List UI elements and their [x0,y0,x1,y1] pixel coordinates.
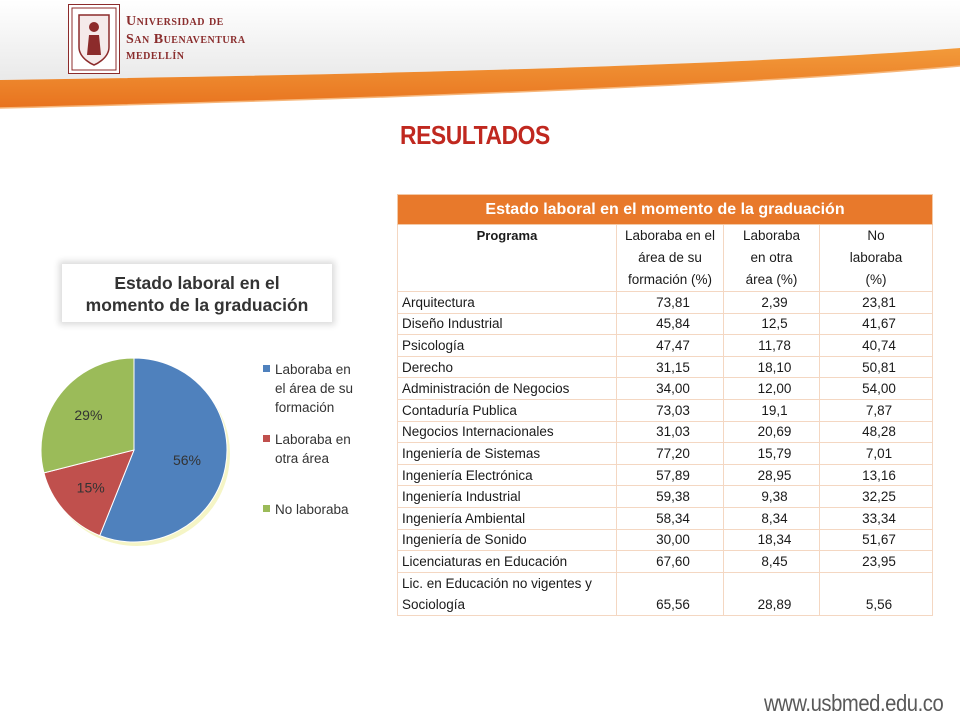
chart-title-box [62,264,332,322]
table-cell-value: 41,67 [820,313,933,335]
university-crest-logo [68,4,120,74]
table-cell-value: 28,95 [724,464,820,486]
table-row [398,529,933,551]
table-cell-programa: Psicología [398,335,617,357]
table-cell-value: 20,69 [724,421,820,443]
table-cell-programa: Derecho [398,356,617,378]
header-line: en otra [750,250,793,265]
header-line: (%) [865,272,887,287]
table-cell-value: 73,81 [617,292,724,314]
table-cell-value: 48,28 [820,421,933,443]
table-cell-value: 28,89 [724,572,820,615]
table-cell-programa: Ingeniería de Sonido [398,529,617,551]
table-row [398,486,933,508]
footer-url: www.usbmed.edu.co [764,690,944,716]
pie-slice-label: 29% [74,407,103,423]
table-cell-value: 65,56 [617,572,724,615]
legend-label-line: formación [275,400,335,415]
table-cell-value: 12,00 [724,378,820,400]
table-cell-value: 23,81 [820,292,933,314]
header-line: No [867,228,885,243]
table-cell-value: 58,34 [617,507,724,529]
chart-title-line-1: Estado laboral en el [114,273,280,293]
table-cell-value: 31,15 [617,356,724,378]
pie-slices [41,358,230,546]
table-cell-value: 9,38 [724,486,820,508]
table-header-row [398,225,933,292]
table-cell-value: 57,89 [617,464,724,486]
table-cell-programa: Ingeniería Electrónica [398,464,617,486]
page-title: RESULTADOS [400,120,550,150]
legend-label [275,430,385,468]
header-line: área (%) [745,272,798,287]
table-cell-value: 8,45 [724,551,820,573]
legend-label-line: Laboraba en [275,362,351,377]
legend-label-line: Laboraba en [275,432,351,447]
table-cell-value: 73,03 [617,399,724,421]
table-cell-value: 8,34 [724,507,820,529]
header-line: laboraba [849,250,903,265]
header-area-formacion [617,225,724,292]
university-name-line-2: San Buenaventura [126,32,246,47]
pie-slice-label: 56% [172,452,202,468]
table-cell-programa: Arquitectura [398,292,617,314]
table-row [398,443,933,465]
table-cell-value: 32,25 [820,486,933,508]
table-cell-value: 45,84 [617,313,724,335]
table-body [398,225,933,616]
table-cell-programa: Contaduría Publica [398,399,617,421]
table-row [398,292,933,314]
legend-label [275,360,385,417]
table-cell-programa: Ingeniería Ambiental [398,507,617,529]
table-cell-value: 19,1 [724,399,820,421]
table-cell-value: 51,67 [820,529,933,551]
table-cell-value: 11,78 [724,335,820,357]
table-row [398,378,933,400]
table-cell-value: 12,5 [724,313,820,335]
table-cell-value: 13,16 [820,464,933,486]
legend-label [275,500,385,519]
table-cell-value: 15,79 [724,443,820,465]
table-cell-value: 5,56 [820,572,933,615]
table-cell-value: 7,01 [820,443,933,465]
table-cell-programa: Administración de Negocios [398,378,617,400]
legend-label-line: el área de su [275,381,354,396]
table-title: Estado laboral en el momento de la graduación [398,195,933,225]
table-cell-programa: Diseño Industrial [398,313,617,335]
table-cell-programa: Negocios Internacionales [398,421,617,443]
chart-title-line-2: momento de la graduación [85,295,309,315]
table-cell-programa: Ingeniería Industrial [398,486,617,508]
legend-swatch-red [263,435,270,442]
table-cell-value: 67,60 [617,551,724,573]
header-line: formación (%) [627,272,713,287]
table-row [398,464,933,486]
table-row [398,572,933,615]
table-cell-value: 33,34 [820,507,933,529]
table-row [398,399,933,421]
table-cell-value: 50,81 [820,356,933,378]
table-row [398,421,933,443]
table-cell-programa: Ingeniería de Sistemas [398,443,617,465]
table-cell-programa: Lic. en Educación no vigentes y Sociología [398,572,617,615]
table-row [398,335,933,357]
header-otra-area [724,225,820,292]
header-no-laboraba [820,225,933,292]
table-cell-value: 30,00 [617,529,724,551]
table-cell-value: 59,38 [617,486,724,508]
university-name-line-1: Universidad de [126,14,224,29]
header-programa [398,225,617,292]
legend-label-line: otra área [275,451,330,466]
table-cell-value: 18,10 [724,356,820,378]
table-cell-value: 31,03 [617,421,724,443]
table-row [398,356,933,378]
table-row [398,551,933,573]
chart-title [62,272,332,316]
table-cell-value: 18,34 [724,529,820,551]
legend-swatch-blue [263,365,270,372]
results-table [397,194,933,616]
header-line: Laboraba en el [624,228,716,243]
table-cell-value: 34,00 [617,378,724,400]
table-row [398,313,933,335]
table-cell-value: 23,95 [820,551,933,573]
header-line: Programa [476,228,538,243]
table-row [398,507,933,529]
header-line: área de su [638,250,702,265]
header-line: Laboraba [742,228,801,243]
table-cell-value: 2,39 [724,292,820,314]
pie-chart [30,350,240,550]
university-name-line-3: MEDELLÍN [126,51,185,62]
legend-label-line: No laboraba [275,502,349,517]
table-cell-value: 47,47 [617,335,724,357]
table-cell-value: 7,87 [820,399,933,421]
pie-slice-label: 15% [76,479,105,496]
table-cell-value: 54,00 [820,378,933,400]
table-cell-value: 40,74 [820,335,933,357]
table-cell-value: 77,20 [617,443,724,465]
table-cell-programa: Licenciaturas en Educación [398,551,617,573]
legend-swatch-green [263,505,270,512]
